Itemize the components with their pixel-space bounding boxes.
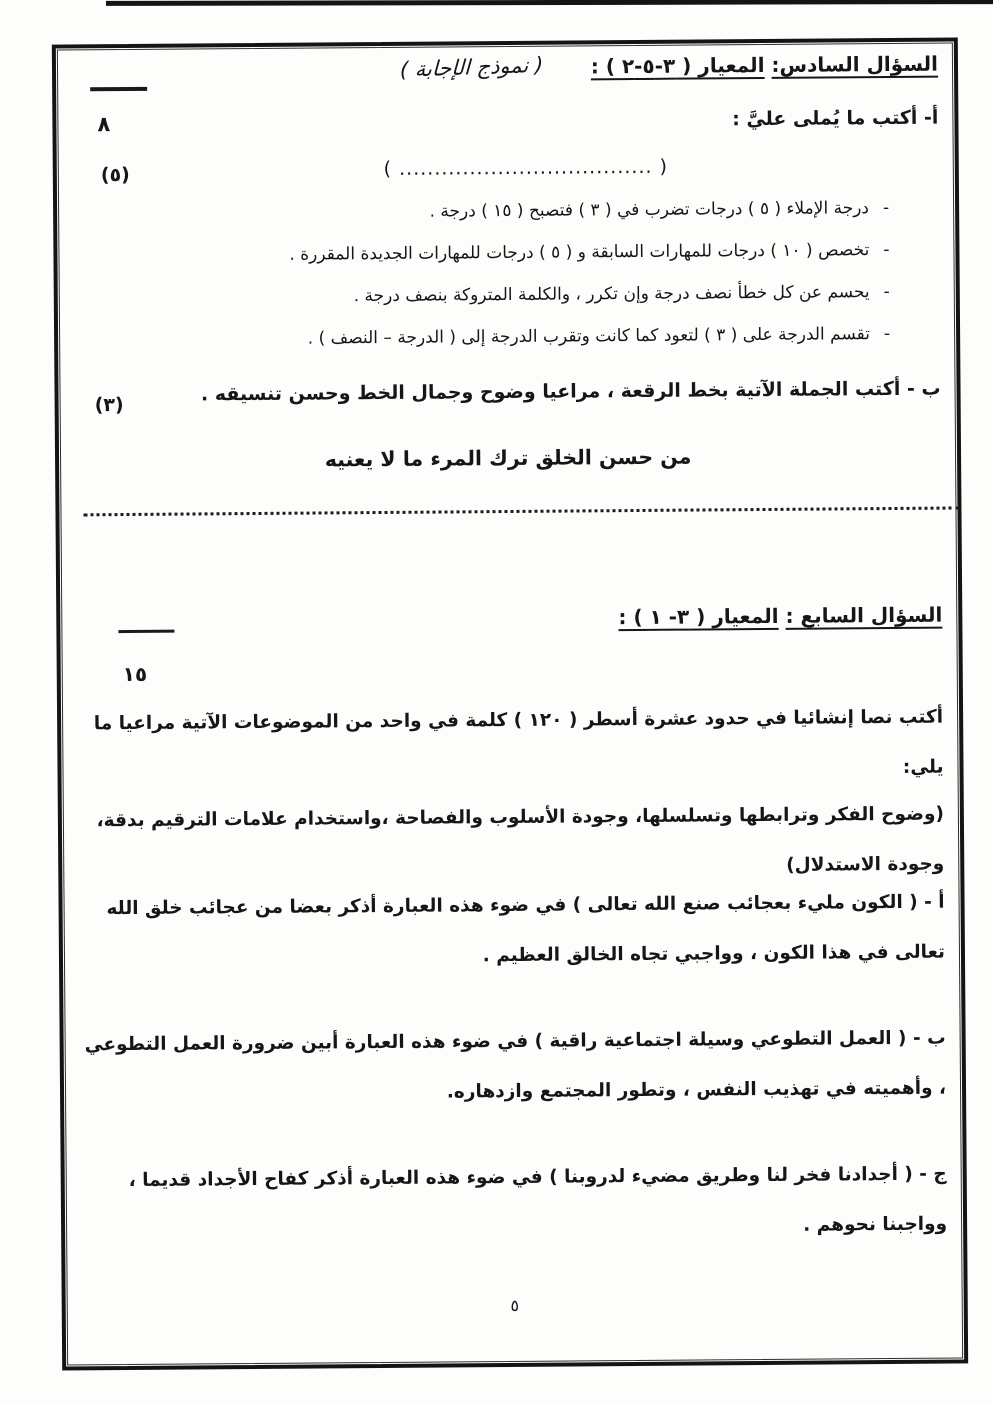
scoring-note [94, 282, 890, 330]
q7-total-score-mark: ١٥ [122, 661, 148, 687]
question-7-criterion: المعيار ( ٣- ١ ) : [618, 603, 779, 630]
grading-mark-line [118, 630, 174, 633]
q7-topic-c [86, 1150, 948, 1257]
dash-bullet: - [883, 324, 891, 345]
question-6-title: السؤال السادس: المعيار ( ٣-٥-٢ ) : [590, 51, 939, 79]
q6-total-score-mark: ٨ [97, 112, 111, 137]
scoring-note [93, 198, 889, 246]
q7-essay-prompt: أكتب نصا إنشائيا في حدود عشرة أسطر ( ١٢٠ ) كلمة في واحد من الموضوعات الآتية مراعيا ما يلي: [93, 706, 944, 778]
q6-part-a-points: (٥) [100, 163, 130, 187]
question-7-title: السؤال السابع : [785, 602, 943, 628]
scoring-note-text: تخصص ( ١٠ ) درجات للمهارات السابقة و ( ٥ ) درجات للمهارات الجديدة المقررة . [289, 240, 870, 265]
scoring-note-text: درجة الإملاء ( ٥ ) درجات تضرب في ( ٣ ) فتصبح ( ١٥ ) درجة . [429, 198, 870, 222]
topic-c-text: ( أجدادنا فخر لنا وطريق مضيء لدروبنا ) في ضوء هذه العبارة أذكر كفاح الأجداد قديما ، وواجبنا نحوهم . [128, 1163, 948, 1236]
page-number: ٥ [510, 1295, 520, 1316]
question-7-header [618, 603, 942, 630]
q6-part-a-scoring-notes [93, 198, 890, 372]
topic-b-label: ب - [906, 1027, 946, 1049]
topic-c-label: ج - [912, 1163, 947, 1185]
q6-part-b-label: ب - أكتب الجملة الآتية بخط الرقعة ، مراعيا وضوح وجمال الخط وحسن تنسيقه . [200, 377, 941, 406]
topic-b-text: ( العمل التطوعي وسيلة اجتماعية راقية ) في ضوء هذه العبارة أبين ضرورة العمل التطوعي ، وأهميته في تهذيب النفس ، وتطور المجتمع وازدهاره. [84, 1027, 947, 1103]
q7-topic-b [84, 1014, 946, 1121]
q6-part-b-points: (٣) [94, 394, 124, 417]
scoring-note-text: يحسم عن كل خطأ نصف درجة وإن تكرر ، والكلمة المتروكة بنصف درجة . [353, 282, 870, 307]
q7-quality-criteria-note: (وضوح الفكر وترابطها وتسلسلها، وجودة الأسلوب والفصاحة ،واستخدام علامات الترقيم بدقة، وجودة الاستدلال) [96, 803, 945, 876]
exam-frame-box [52, 37, 968, 1370]
scan-edge-artifact [106, 0, 993, 6]
dash-bullet: - [883, 282, 890, 303]
dash-bullet: - [882, 198, 890, 219]
q6-part-a-label: أ- أكتب ما يُملى عليَّ : [732, 106, 939, 131]
grading-mark-line [90, 87, 147, 91]
question-6-criterion: المعيار ( ٣-٥-٢ ) : [590, 52, 765, 79]
handwritten-answer-model-annotation: ( نموذج الإجابة ) [399, 52, 544, 82]
scoring-note [94, 324, 890, 372]
topic-a-label: أ - [917, 891, 945, 913]
answer-dotted-line [83, 462, 959, 516]
topic-a-text: ( الكون مليء بعجائب صنع الله تعالى ) في ضوء هذه العبارة أذكر بعضا من عجائب خلق الله تعالى في هذا الكون ، وواجبي تجاه الخالق العظيم . [106, 891, 946, 967]
q6-part-b-sentence: من حسن الخلق ترك المرء ما لا يعنيه [324, 444, 692, 472]
q7-topic-a [83, 878, 945, 985]
dash-bullet: - [883, 240, 890, 261]
scoring-note-text: تقسم الدرجة على ( ٣ ) لتعود كما كانت وتقرب الدرجة إلى ( الدرجة – النصف ) . [307, 324, 871, 349]
q6-part-a-answer-blank: ( .................................... ) [383, 155, 669, 180]
scoring-note [93, 240, 889, 288]
